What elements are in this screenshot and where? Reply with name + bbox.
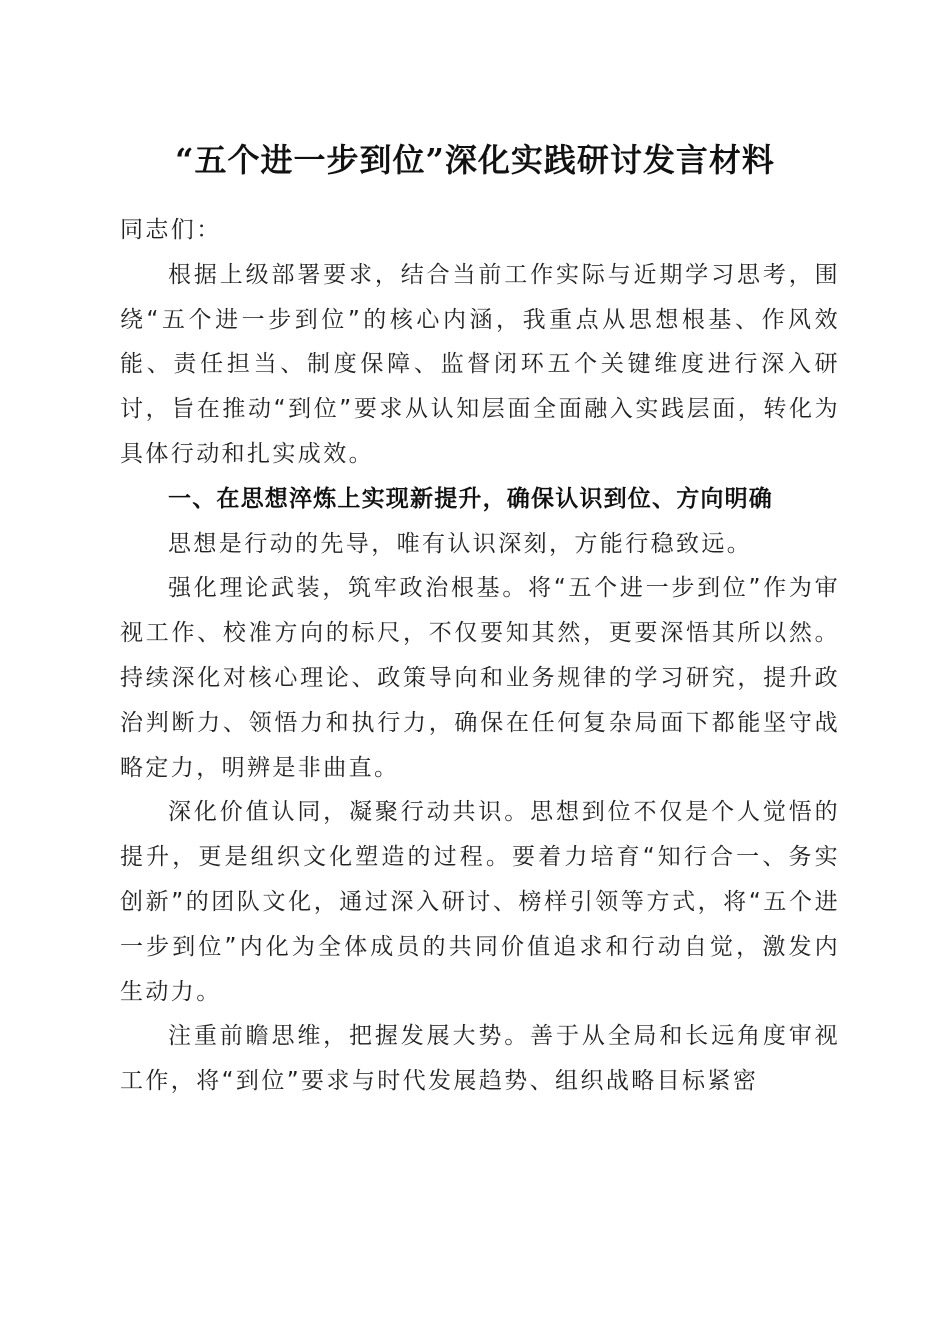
paragraph-foresight: 注重前瞻思维，把握发展大势。善于从全局和长远角度审视工作，将“到位”要求与时代发展趋势、组织战略目标紧密 — [120, 1023, 840, 1095]
document-body — [120, 208, 840, 1104]
section-heading-1: 一、在思想淬炼上实现新提升，确保认识到位、方向明确 — [168, 485, 773, 512]
document-title: “五个进一步到位”深化实践研讨发言材料 — [175, 141, 775, 179]
paragraph-lead: 思想是行动的先导，唯有认识深刻，方能行稳致远。 — [168, 530, 753, 557]
paragraph-theory: 强化理论武装，筑牢政治根基。将“五个进一步到位”作为审视工作、校准方向的标尺，不仅要知其然，更要深悟其所以然。持续深化对核心理论、政策导向和业务规律的学习研究，提升政治判断力、领悟力和执行力，确保在任何复杂局面下都能坚守战略定力，明辨是非曲直。 — [120, 575, 840, 781]
paragraph-intro: 根据上级部署要求，结合当前工作实际与近期学习思考，围绕“五个进一步到位”的核心内涵，我重点从思想根基、作风效能、责任担当、制度保障、监督闭环五个关键维度进行深入研讨，旨在推动“到位”要求从认知层面全面融入实践层面，转化为具体行动和扎实成效。 — [120, 261, 840, 467]
paragraph-values: 深化价值认同，凝聚行动共识。思想到位不仅是个人觉悟的提升，更是组织文化塑造的过程。要着力培育“知行合一、务实创新”的团队文化，通过深入研讨、榜样引领等方式，将“五个进一步到位”内化为全体成员的共同价值追求和行动自觉，激发内生动力。 — [120, 799, 840, 1005]
salutation: 同志们： — [120, 217, 222, 243]
